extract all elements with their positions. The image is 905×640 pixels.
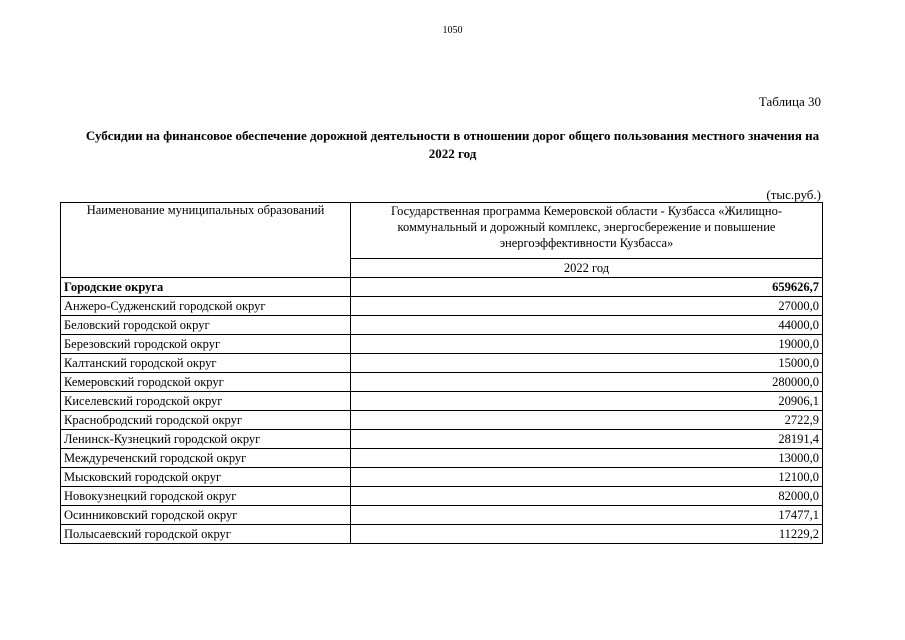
table-row <box>61 392 823 411</box>
table-row <box>61 506 823 525</box>
row-name: Краснобродский городской округ <box>61 411 351 430</box>
header-year: 2022 год <box>351 259 823 278</box>
row-name: Ленинск-Кузнецкий городской округ <box>61 430 351 449</box>
row-name: Калтанский городской округ <box>61 354 351 373</box>
row-value: 28191,4 <box>351 430 823 449</box>
table-row <box>61 430 823 449</box>
row-name: Березовский городской округ <box>61 335 351 354</box>
table-row <box>61 316 823 335</box>
row-value: 15000,0 <box>351 354 823 373</box>
row-value: 11229,2 <box>351 525 823 544</box>
row-name: Анжеро-Судженский городской округ <box>61 297 351 316</box>
row-name: Осинниковский городской округ <box>61 506 351 525</box>
row-value: 659626,7 <box>351 278 823 297</box>
row-name: Мысковский городской округ <box>61 468 351 487</box>
row-name: Киселевский городской округ <box>61 392 351 411</box>
units-label: (тыс.руб.) <box>766 187 821 202</box>
table-row <box>61 468 823 487</box>
row-name: Новокузнецкий городской округ <box>61 487 351 506</box>
row-value: 20906,1 <box>351 392 823 411</box>
row-name: Кемеровский городской округ <box>61 373 351 392</box>
row-value: 280000,0 <box>351 373 823 392</box>
row-name: Междуреченский городской округ <box>61 449 351 468</box>
row-value: 2722,9 <box>351 411 823 430</box>
table-row <box>61 373 823 392</box>
header-municipality: Наименование муниципальных образований <box>61 203 351 278</box>
row-value: 12100,0 <box>351 468 823 487</box>
table-row <box>61 449 823 468</box>
subsidies-table <box>60 202 823 544</box>
table-row <box>61 411 823 430</box>
table-row-total <box>61 278 823 297</box>
row-name: Городские округа <box>61 278 351 297</box>
row-name: Беловский городской округ <box>61 316 351 335</box>
table-row <box>61 335 823 354</box>
page-number: 1050 <box>442 25 463 36</box>
row-value: 27000,0 <box>351 297 823 316</box>
row-value: 19000,0 <box>351 335 823 354</box>
header-program: Государственная программа Кемеровской области - Кузбасса «Жилищно-коммунальный и дорожный комплекс, энергосбережение и повышение энергоэффективности Кузбасса» <box>351 203 823 259</box>
table-row <box>61 297 823 316</box>
row-value: 13000,0 <box>351 449 823 468</box>
row-value: 82000,0 <box>351 487 823 506</box>
row-value: 44000,0 <box>351 316 823 335</box>
table-row <box>61 354 823 373</box>
table-label: Таблица 30 <box>758 94 821 109</box>
table-row <box>61 525 823 544</box>
table-row <box>61 487 823 506</box>
document-title: Субсидии на финансовое обеспечение дорожной деятельности в отношении дорог общего пользования местного значения на 2022 год <box>85 128 820 161</box>
row-name: Полысаевский городской округ <box>61 525 351 544</box>
row-value: 17477,1 <box>351 506 823 525</box>
